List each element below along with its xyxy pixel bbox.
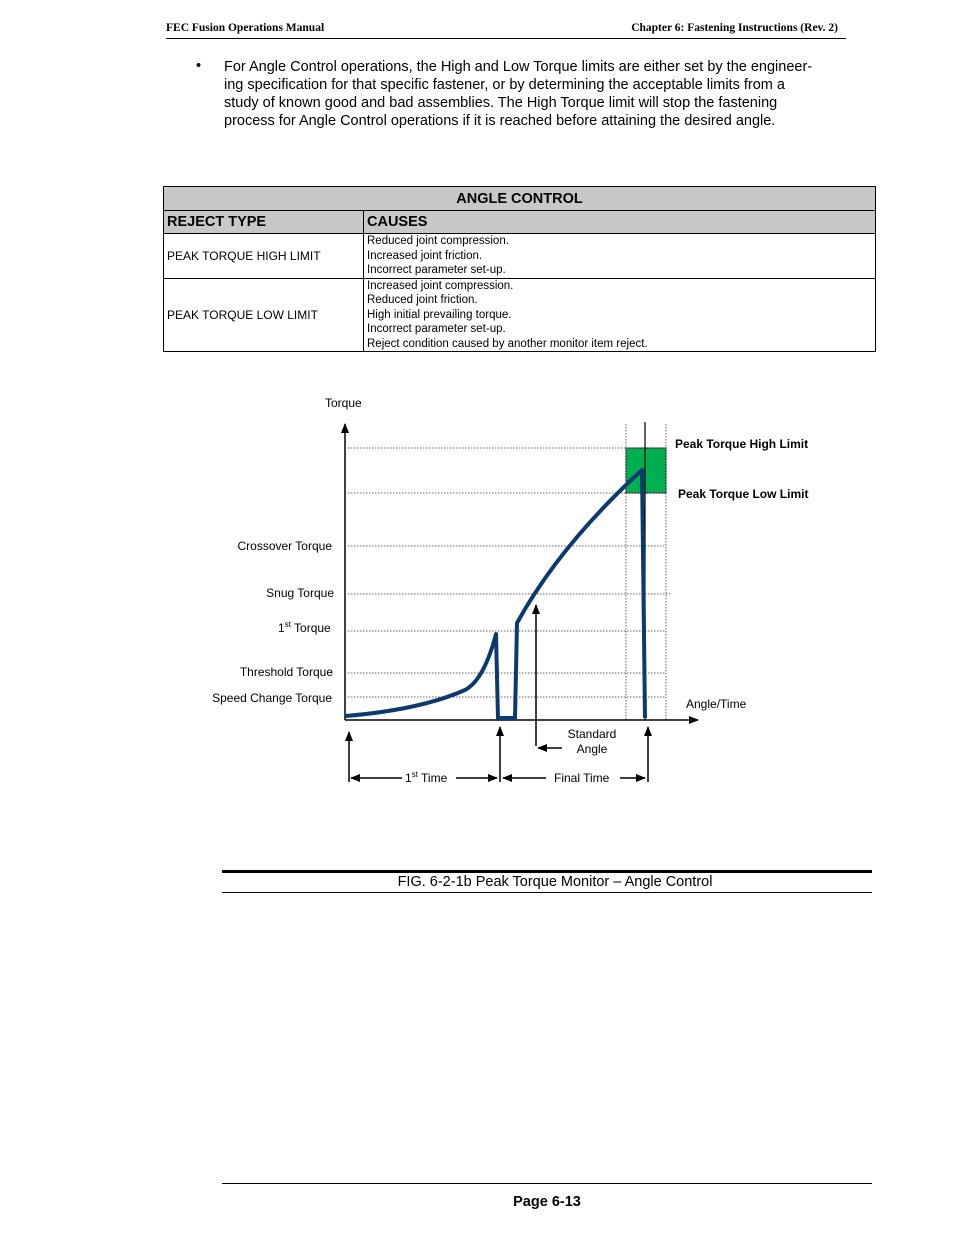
page-number: Page 6-13 — [513, 1194, 581, 1210]
paragraph-line: For Angle Control operations, the High and Low Torque limits are either set by the engineer- — [224, 59, 813, 75]
torque-level-lines — [345, 424, 672, 720]
paragraph-line: ing specification for that specific fastener, or by determining the acceptable limits from a — [224, 77, 785, 93]
header-manual-title: FEC Fusion Operations Manual — [166, 22, 325, 34]
table-row — [164, 278, 876, 352]
final-time-label: Final Time — [554, 771, 610, 785]
torque-angle-diagram — [0, 380, 954, 800]
reject-type-cell: PEAK TORQUE LOW LIMIT — [164, 278, 364, 352]
peak-low-limit-label: Peak Torque Low Limit — [678, 487, 809, 501]
standard-angle-label-2: Angle — [576, 742, 608, 756]
torque-axis-label: Torque — [325, 396, 362, 410]
footer-rule — [222, 1183, 872, 1184]
reject-type-cell: PEAK TORQUE HIGH LIMIT — [164, 234, 364, 279]
bullet-paragraph — [224, 58, 864, 130]
first-torque-label: 1st Torque — [278, 620, 331, 635]
page-header — [166, 22, 846, 39]
caption-bottom-rule — [222, 892, 872, 893]
paragraph-line: study of known good and bad assemblies. The High Torque limit will stop the fastening — [224, 95, 778, 111]
cause-item: Reject condition caused by another monitor item reject. — [367, 337, 648, 350]
crossover-torque-label: Crossover Torque — [237, 539, 332, 553]
speed-change-torque-label: Speed Change Torque — [212, 691, 332, 705]
causes-cell — [364, 234, 876, 279]
cause-item: Incorrect parameter set-up. — [367, 323, 506, 335]
table-row — [164, 234, 876, 279]
figure-caption: FIG. 6-2-1b Peak Torque Monitor – Angle Control — [397, 874, 713, 890]
caption-top-rule — [222, 870, 872, 873]
cause-item: Reduced joint friction. — [367, 294, 478, 306]
peak-high-limit-label: Peak Torque High Limit — [675, 437, 809, 451]
peak-torque-limit-window — [626, 448, 666, 493]
threshold-torque-label: Threshold Torque — [239, 665, 333, 679]
paragraph-line: process for Angle Control operations if it is reached before attaining the desired angle. — [224, 113, 776, 129]
causes-cell — [364, 278, 876, 352]
standard-angle-label-1: Standard — [567, 727, 617, 741]
snug-torque-label: Snug Torque — [266, 586, 334, 600]
cause-item: Increased joint friction. — [367, 249, 483, 262]
cause-item: Incorrect parameter set-up. — [367, 264, 506, 276]
cause-item: High initial prevailing torque. — [367, 308, 512, 321]
bullet-symbol: • — [196, 58, 202, 74]
first-time-label: 1st Time — [405, 770, 448, 785]
header-chapter-title: Chapter 6: Fastening Instructions (Rev. 2) — [631, 22, 838, 34]
column-header-causes: CAUSES — [364, 211, 876, 234]
column-header-reject-type: REJECT TYPE — [164, 211, 364, 234]
table-title: ANGLE CONTROL — [164, 187, 876, 211]
cause-item: Reduced joint compression. — [367, 235, 509, 247]
cause-item: Increased joint compression. — [367, 279, 514, 292]
angle-time-axis-label: Angle/Time — [686, 697, 747, 711]
reject-table — [163, 186, 876, 352]
